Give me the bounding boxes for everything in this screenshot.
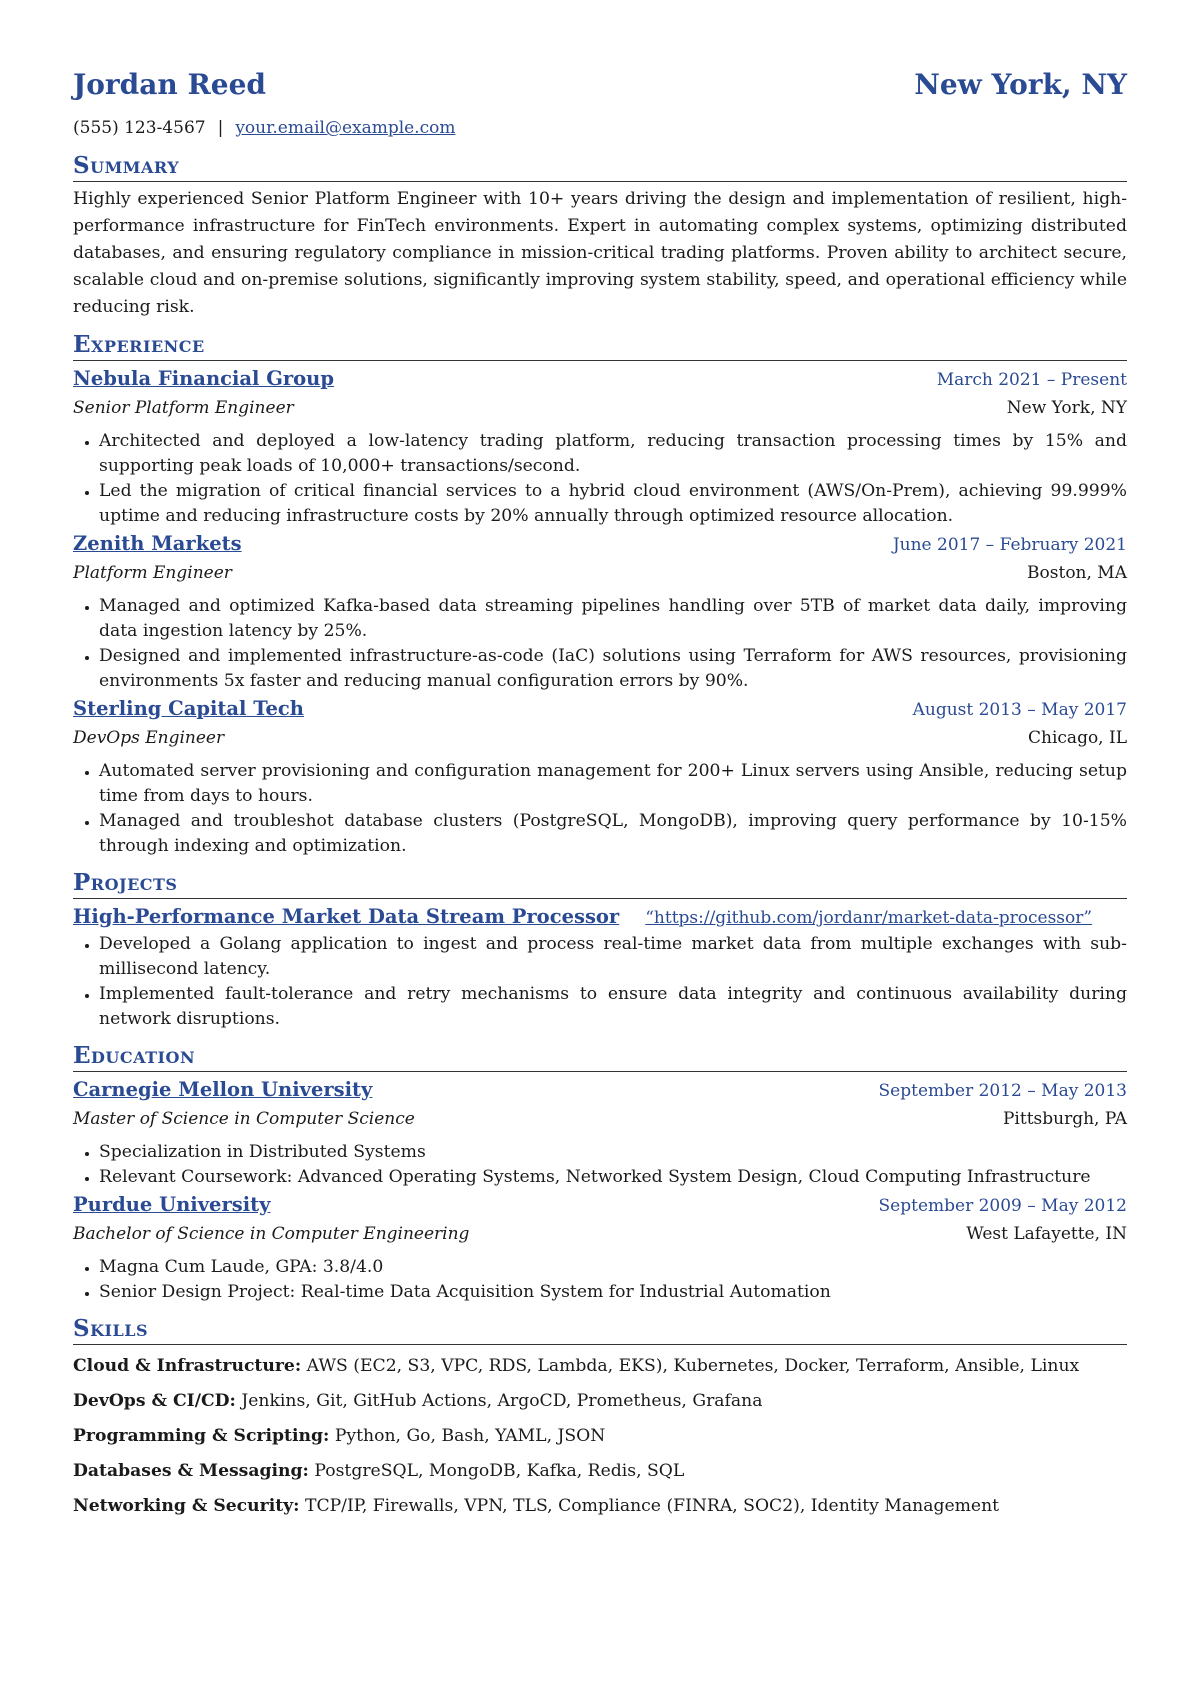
skill-items: Python, Go, Bash, YAML, JSON [334, 1426, 606, 1446]
skill-row [73, 1489, 1127, 1524]
candidate-location: New York, NY [914, 68, 1127, 101]
skill-category: DevOps & CI/CD: [73, 1391, 236, 1411]
skill-items: PostgreSQL, MongoDB, Kafka, Redis, SQL [314, 1461, 685, 1481]
education-location: West Lafayette, IN [966, 1224, 1127, 1244]
education-degree: Master of Science in Computer Science [73, 1109, 415, 1129]
skill-category: Programming & Scripting: [73, 1426, 330, 1446]
experience-org-link[interactable]: Nebula Financial Group [73, 367, 334, 390]
experience-entry [73, 530, 1127, 694]
candidate-name: Jordan Reed [73, 68, 266, 101]
education-school-link[interactable]: Purdue University [73, 1193, 271, 1216]
skill-row [73, 1384, 1127, 1419]
bullet-item: • Automated server provisioning and configuration management for 200+ Linux servers using Ansible, reducing setup time from days to hours. [99, 759, 1127, 809]
section-title-projects: Projects [73, 869, 1127, 899]
experience-org-link[interactable]: Sterling Capital Tech [73, 697, 304, 720]
experience-dates: August 2013 – May 2017 [912, 700, 1127, 720]
bullet-item: • Senior Design Project: Real-time Data Acquisition System for Industrial Automation [99, 1280, 1127, 1305]
education-bullets [73, 1140, 1127, 1190]
resume-page [73, 58, 1127, 1524]
section-title-summary: Summary [73, 152, 1127, 182]
experience-role: DevOps Engineer [73, 728, 225, 748]
skill-items: TCP/IP, Firewalls, VPN, TLS, Compliance (FINRA, SOC2), Identity Management [304, 1496, 1000, 1516]
experience-bullets [73, 429, 1127, 529]
skill-row [73, 1419, 1127, 1454]
skill-items: Jenkins, Git, GitHub Actions, ArgoCD, Prometheus, Grafana [241, 1391, 763, 1411]
experience-entry [73, 365, 1127, 529]
contact-separator: | [217, 118, 224, 138]
education-dates: September 2012 – May 2013 [878, 1081, 1127, 1101]
resume-header [73, 58, 1127, 112]
education-dates: September 2009 – May 2012 [878, 1196, 1127, 1216]
skill-category: Cloud & Infrastructure: [73, 1356, 302, 1376]
experience-location: New York, NY [1006, 398, 1127, 418]
skill-row [73, 1454, 1127, 1489]
project-repo-link[interactable]: “https://github.com/jordanr/market-data-processor” [645, 908, 1093, 928]
section-title-education: Education [73, 1042, 1127, 1072]
project-name-link[interactable]: High-Performance Market Data Stream Processor [73, 905, 620, 928]
section-title-experience: Experience [73, 331, 1127, 361]
phone-number: (555) 123-4567 [73, 118, 206, 138]
bullet-item: • Implemented fault-tolerance and retry mechanisms to ensure data integrity and continuous availability during network disruptions. [99, 982, 1127, 1032]
bullet-item: • Magna Cum Laude, GPA: 3.8/4.0 [99, 1255, 1127, 1280]
skill-category: Databases & Messaging: [73, 1461, 309, 1481]
education-entry [73, 1191, 1127, 1305]
experience-bullets [73, 594, 1127, 694]
education-entry [73, 1076, 1127, 1190]
project-bullets [73, 932, 1127, 1032]
experience-location: Boston, MA [1027, 563, 1127, 583]
skill-category: Networking & Security: [73, 1496, 300, 1516]
education-degree: Bachelor of Science in Computer Engineering [73, 1224, 470, 1244]
bullet-item: • Managed and troubleshot database clusters (PostgreSQL, MongoDB), improving query performance by 10-15% through indexing and optimization. [99, 809, 1127, 859]
summary-paragraph: Highly experienced Senior Platform Engineer with 10+ years driving the design and implementation of resilient, high-performance infrastructure for FinTech environments. Expert in automating complex systems, optimizing distributed databases, and ensuring regulatory compliance in mission-critical trading platforms. Proven ability to architect secure, scalable cloud and on-premise solutions, significantly improving system stability, speed, and operational efficiency while reducing risk. [73, 189, 1127, 317]
experience-entry [73, 695, 1127, 859]
experience-dates: June 2017 – February 2021 [892, 535, 1127, 555]
section-title-skills: Skills [73, 1315, 1127, 1345]
bullet-item: • Architected and deployed a low-latency trading platform, reducing transaction processing times by 15% and supporting peak loads of 10,000+ transactions/second. [99, 429, 1127, 479]
email-link[interactable]: your.email@example.com [235, 118, 456, 138]
experience-dates: March 2021 – Present [936, 370, 1127, 390]
experience-location: Chicago, IL [1028, 728, 1127, 748]
education-location: Pittsburgh, PA [1002, 1109, 1127, 1129]
education-school-link[interactable]: Carnegie Mellon University [73, 1078, 373, 1101]
project-entry [73, 903, 1127, 1032]
skill-row [73, 1349, 1127, 1384]
bullet-item: • Managed and optimized Kafka-based data streaming pipelines handling over 5TB of market data daily, improving data ingestion latency by 25%. [99, 594, 1127, 644]
bullet-item: • Relevant Coursework: Advanced Operating Systems, Networked System Design, Cloud Computing Infrastructure [99, 1165, 1127, 1190]
skill-items: AWS (EC2, S3, VPC, RDS, Lambda, EKS), Kubernetes, Docker, Terraform, Ansible, Linux [306, 1356, 1080, 1376]
contact-line [73, 114, 1127, 142]
experience-bullets [73, 759, 1127, 859]
experience-org-link[interactable]: Zenith Markets [73, 532, 242, 555]
bullet-item: • Designed and implemented infrastructure-as-code (IaC) solutions using Terraform for AWS resources, provisioning environments 5x faster and reducing manual configuration errors by 90%. [99, 644, 1127, 694]
education-bullets [73, 1255, 1127, 1305]
experience-role: Senior Platform Engineer [73, 398, 294, 418]
bullet-item: • Developed a Golang application to ingest and process real-time market data from multiple exchanges with sub-millisecond latency. [99, 932, 1127, 982]
bullet-item: • Specialization in Distributed Systems [99, 1140, 1127, 1165]
bullet-item: • Led the migration of critical financial services to a hybrid cloud environment (AWS/On-Prem), achieving 99.999% uptime and reducing infrastructure costs by 20% annually through optimized resource allocation. [99, 479, 1127, 529]
experience-role: Platform Engineer [73, 563, 232, 583]
